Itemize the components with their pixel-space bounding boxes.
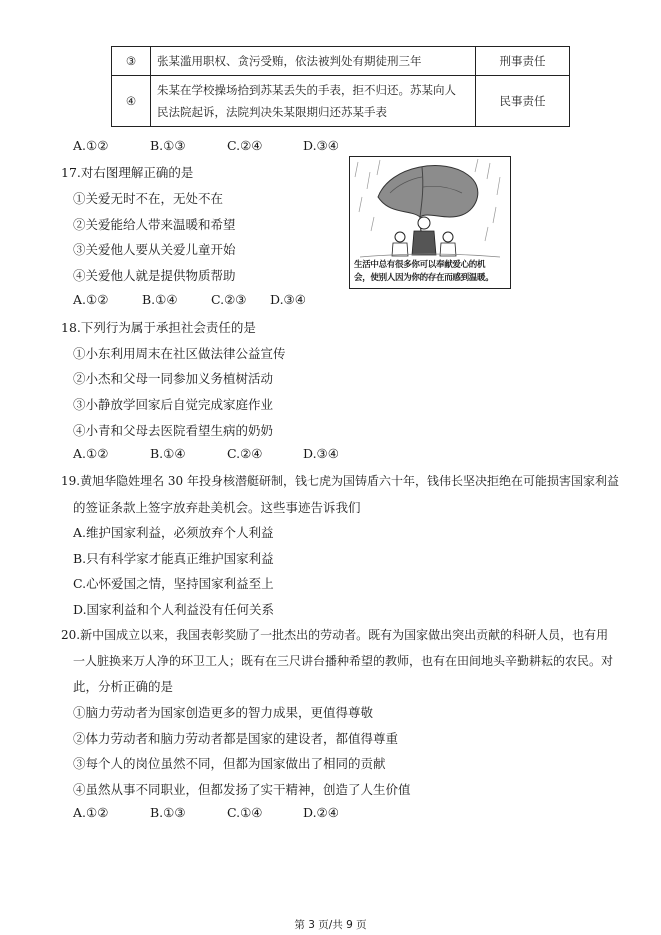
table-row [112, 47, 570, 76]
q18-option-d: D.③④ [303, 446, 339, 461]
q19-choice-b: B.只有科学家才能真正维护国家利益 [73, 551, 274, 566]
q20-option-d: D.②④ [303, 805, 339, 820]
table-cell-desc: 朱某在学校操场拾到苏某丢失的手表，拒不归还。苏某向人 民法院起诉，法院判决朱某限期归还苏某手表 [151, 76, 476, 127]
page-number-footer: 第 3 页/共 9 页 [294, 919, 367, 931]
table-cell-result: 刑事责任 [476, 47, 570, 76]
q19-choice-d: D.国家利益和个人利益没有任何关系 [73, 602, 275, 617]
q20-stem-line: 20.新中国成立以来，我国表彰奖励了一批杰出的劳动者。既有为国家做出突出贡献的科研人员，也有用 [61, 628, 609, 642]
q17-option-d: D.③④ [270, 292, 306, 307]
q18-option-a: A.①② [73, 446, 109, 461]
q18-item: ②小杰和父母一同参加义务植树活动 [73, 371, 274, 386]
q20-item: ②体力劳动者和脑力劳动者都是国家的建设者，都值得尊重 [73, 731, 399, 746]
q20-option-a: A.①② [73, 805, 109, 820]
q18-option-b: B.①④ [150, 446, 186, 461]
q19-choice-c: C.心怀爱国之情，坚持国家利益至上 [73, 576, 274, 591]
table-row [112, 76, 570, 127]
q18-item: ①小东利用周末在社区做法律公益宣传 [73, 346, 286, 361]
q17-item: ①关爱无时不在，无处不在 [73, 191, 224, 206]
table-cell-result: 民事责任 [476, 76, 570, 127]
q17-item: ③关爱他人要从关爱儿童开始 [73, 242, 236, 257]
table-cell-num: ③ [112, 47, 151, 76]
q19-stem-line: 19.黄旭华隐姓埋名 30 年投身核潜艇研制，钱七虎为国铸盾六十年，钱伟长坚决拒绝在可能损害国家利益 [61, 474, 619, 488]
table-option-d: D.③④ [303, 138, 339, 153]
table-option-c: C.②④ [227, 138, 263, 153]
q20-option-c: C.①④ [227, 805, 263, 820]
q20-stem-line: 一人脏换来万人净的环卫工人；既有在三尺讲台播种希望的教师，也有在田间地头辛勤耕耘的农民。对 [73, 654, 614, 668]
table-option-b: B.①③ [150, 138, 186, 153]
q18-item: ④小青和父母去医院看望生病的奶奶 [73, 423, 274, 438]
q17-option-b: B.①④ [142, 292, 178, 307]
q18-item: ③小静放学回家后自觉完成家庭作业 [73, 397, 274, 412]
table-cell-num: ④ [112, 76, 151, 127]
table-option-a: A.①② [73, 138, 109, 153]
q20-option-b: B.①③ [150, 805, 186, 820]
q17-stem: 17.对右图理解正确的是 [61, 165, 194, 180]
responsibility-table [111, 46, 570, 127]
q17-option-a: A.①② [73, 292, 109, 307]
cartoon-caption: 生活中总有很多你可以奉献爱心的机 会，使别人因为你的存在而感到温暖。 [354, 260, 494, 283]
q19-choice-a: A.维护国家利益，必须放弃个人利益 [73, 525, 274, 540]
q20-item: ④虽然从事不同职业，但都发扬了实干精神，创造了人生价值 [73, 782, 411, 797]
q17-option-c: C.②③ [211, 292, 247, 307]
q20-stem-line: 此，分析正确的是 [73, 679, 174, 694]
q17-item: ④关爱他人就是提供物质帮助 [73, 268, 236, 283]
q19-stem-line: 的签证条款上签字放弃赴美机会。这些事迹告诉我们 [73, 500, 361, 515]
q18-stem: 18.下列行为属于承担社会责任的是 [61, 320, 256, 335]
love-umbrella-cartoon [349, 156, 511, 289]
table-cell-desc: 张某滥用职权、贪污受贿，依法被判处有期徒刑三年 [151, 47, 476, 76]
q20-item: ①脑力劳动者为国家创造更多的智力成果，更值得尊敬 [73, 705, 374, 720]
q18-option-c: C.②④ [227, 446, 263, 461]
q20-item: ③每个人的岗位虽然不同，但都为国家做出了相同的贡献 [73, 756, 386, 771]
q17-item: ②关爱能给人带来温暖和希望 [73, 217, 236, 232]
